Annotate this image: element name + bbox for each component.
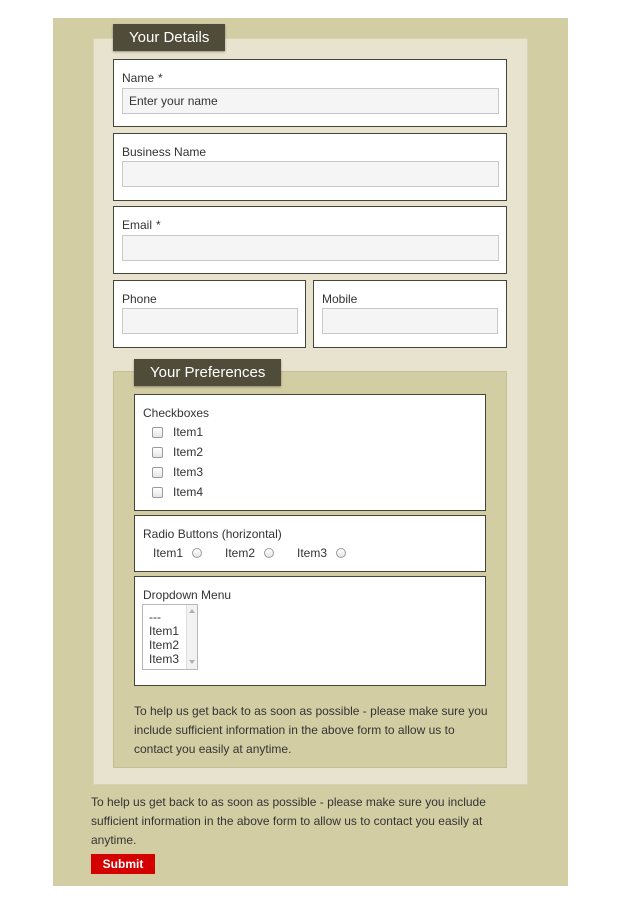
radio-buttons-label: Radio Buttons (horizontal) [143,527,282,541]
email-label: Email * [122,218,161,232]
checkbox-label: Item1 [173,425,204,439]
name-field-box [113,59,507,127]
name-label: Name * [122,71,163,85]
dropdown-scrollbar[interactable] [186,605,197,669]
checkbox-box[interactable] [152,427,163,438]
checkbox-box[interactable] [152,467,163,478]
phone-input[interactable] [122,308,298,334]
radio-label: Item1 [153,546,184,560]
scroll-up-arrow-icon[interactable] [189,609,195,613]
radio-circle[interactable] [336,548,346,558]
checkbox-item-2[interactable] [152,445,203,459]
preferences-help-text: To help us get back to as soon as possible - please make sure you include sufficient information in the above form to allow us to contact you easily at anytime. [134,704,488,756]
footer-help-text: To help us get back to as soon as possible - please make sure you include sufficient information in the above form to allow us to contact you easily at anytime. [91,795,486,847]
checkbox-label: Item2 [173,445,204,459]
radio-label: Item3 [297,546,328,560]
phone-label: Phone [122,292,157,306]
checkbox-box[interactable] [152,487,163,498]
dropdown-option[interactable]: Item1 [149,624,180,638]
checkbox-label: Item4 [173,485,204,499]
radio-item-2[interactable] [225,546,274,560]
business-name-input[interactable] [122,161,499,187]
mobile-input[interactable] [322,308,498,334]
checkboxes-label: Checkboxes [143,406,210,420]
email-input[interactable] [122,235,499,261]
radio-item-3[interactable] [297,546,346,560]
radio-circle[interactable] [264,548,274,558]
email-required-mark: * [156,218,161,232]
checkbox-label: Item3 [173,465,204,479]
dropdown-listbox[interactable] [142,604,198,670]
dropdown-option[interactable]: Item3 [149,652,180,666]
checkbox-box[interactable] [152,447,163,458]
radio-item-1[interactable] [153,546,202,560]
email-field-box [113,206,507,274]
radio-buttons-field-box [134,515,486,572]
scroll-down-arrow-icon[interactable] [189,660,195,664]
checkbox-item-4[interactable] [152,485,203,499]
checkbox-item-3[interactable] [152,465,203,479]
name-required-mark: * [158,71,163,85]
business-name-label: Business Name [122,145,207,159]
dropdown-label: Dropdown Menu [143,588,232,602]
name-input[interactable] [122,88,499,114]
mobile-field-box [313,280,507,348]
phone-field-box [113,280,306,348]
radio-label: Item2 [225,546,256,560]
mobile-label: Mobile [322,292,358,306]
submit-button[interactable]: Submit [91,854,155,874]
dropdown-option[interactable]: Item2 [149,638,180,652]
radio-circle[interactable] [192,548,202,558]
your-details-legend: Your Details [113,24,225,51]
dropdown-option[interactable]: --- [149,610,161,624]
business-name-field-box [113,133,507,201]
your-preferences-legend: Your Preferences [134,359,281,386]
checkbox-item-1[interactable] [152,425,203,439]
